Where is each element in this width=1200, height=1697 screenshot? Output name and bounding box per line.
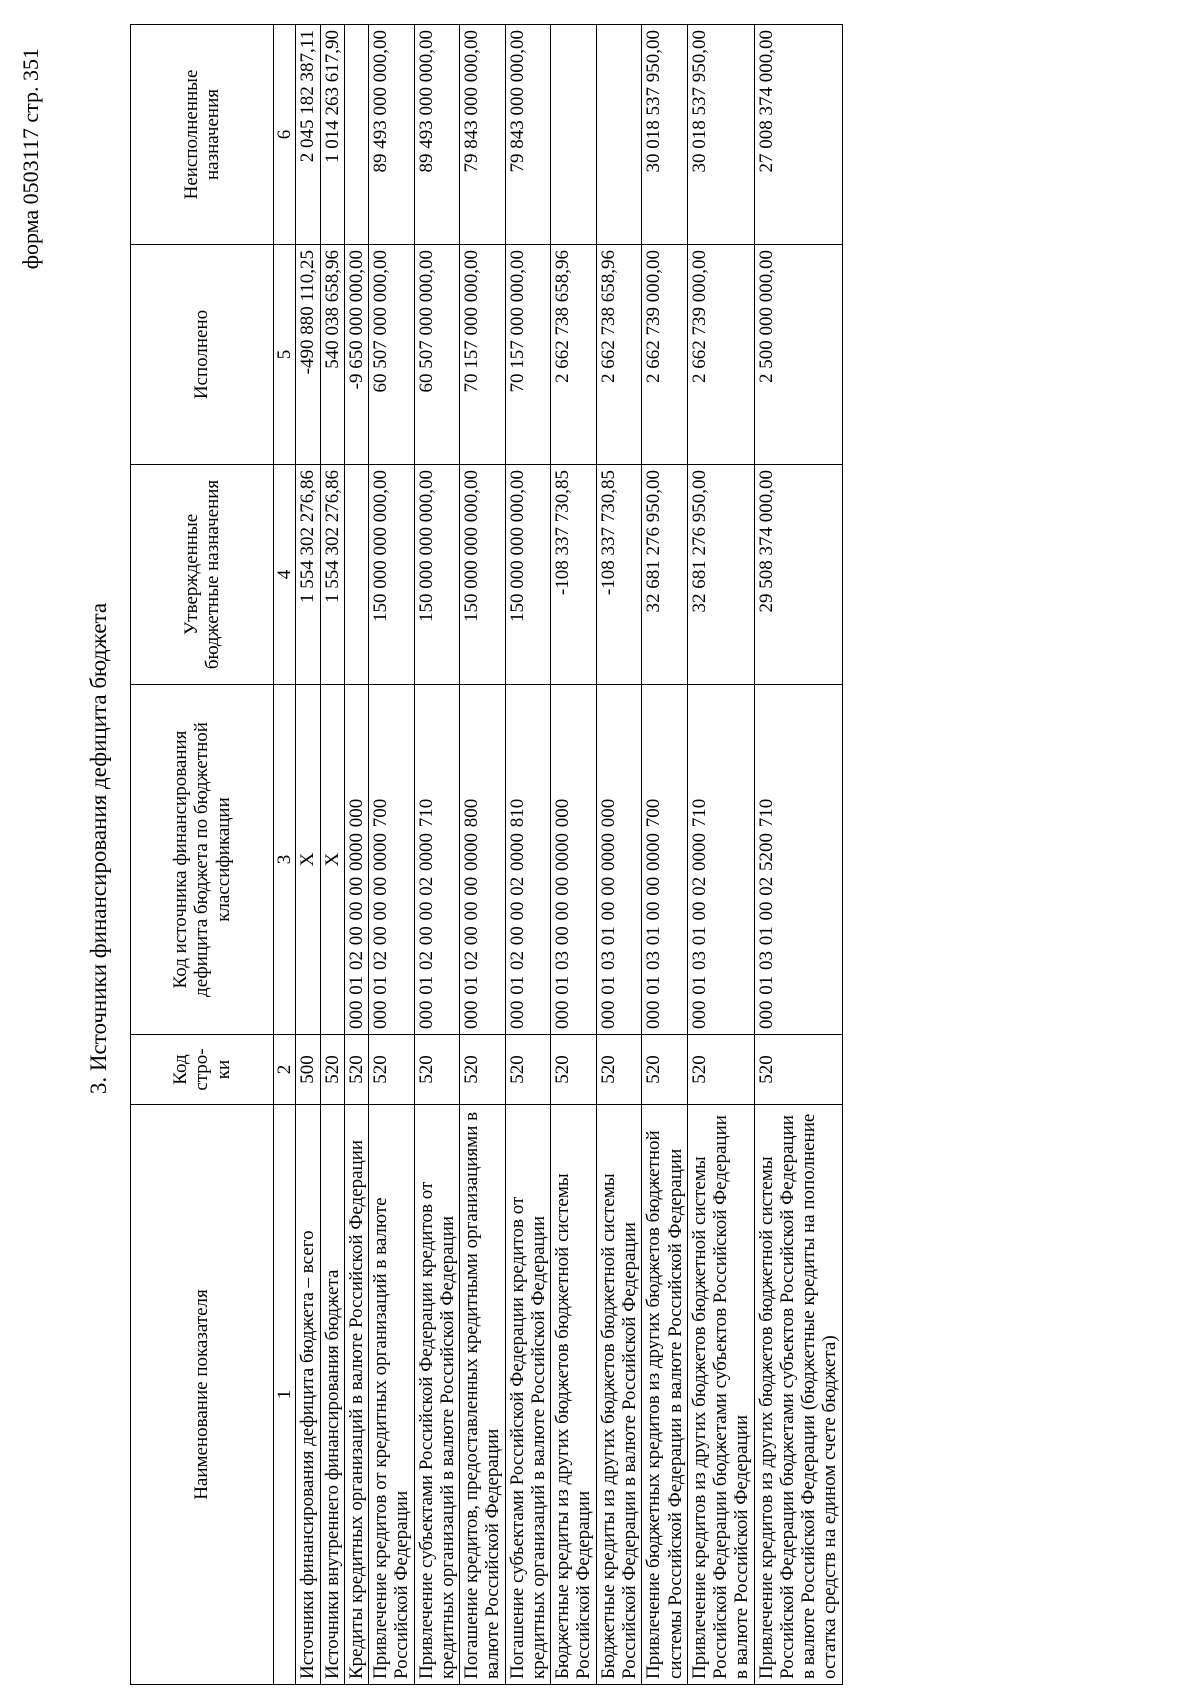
table-row [596, 25, 642, 1685]
cell-line-code: 520 [596, 1035, 642, 1105]
cell-line-code: 520 [369, 1035, 415, 1105]
section-title: 3. Источники финансирования дефицита бюджета [86, 602, 111, 1095]
header-indicator-name: Наименование показателя [131, 1105, 274, 1685]
cell-line-code: 520 [505, 1035, 551, 1105]
cell-unexecuted [344, 25, 368, 245]
cell-line-code: 520 [642, 1035, 688, 1105]
table-row [687, 25, 754, 1685]
cell-unexecuted: 2 045 182 387,11 [296, 25, 320, 245]
cell-indicator-name: Привлечение кредитов от кредитных организаций в валюте Российской Федерации [369, 1105, 415, 1685]
cell-line-code: 520 [460, 1035, 506, 1105]
table-row [414, 25, 460, 1685]
table-row [460, 25, 506, 1685]
cell-unexecuted: 89 493 000 000,00 [369, 25, 415, 245]
cell-source-code: 000 01 03 01 00 00 0000 700 [642, 685, 688, 1035]
cell-approved [344, 465, 368, 685]
table-row [505, 25, 551, 1685]
table-row [296, 25, 320, 1685]
cell-indicator-name: Привлечение субъектами Российской Федерации кредитов от кредитных организаций в валюте Российской Федерации [414, 1105, 460, 1685]
column-number: 3 [274, 685, 296, 1035]
cell-unexecuted: 79 843 000 000,00 [460, 25, 506, 245]
cell-approved: -108 337 730,85 [596, 465, 642, 685]
cell-unexecuted: 79 843 000 000,00 [505, 25, 551, 245]
cell-source-code: 000 01 03 01 00 00 0000 000 [596, 685, 642, 1035]
header-executed: Исполнено [131, 245, 274, 465]
column-number: 4 [274, 465, 296, 685]
cell-executed: 2 662 739 000,00 [642, 245, 688, 465]
cell-indicator-name: Бюджетные кредиты из других бюджетов бюджетной системы Российской Федерации в валюте Российской Федерации [596, 1105, 642, 1685]
cell-source-code: 000 01 02 00 00 00 0000 000 [344, 685, 368, 1035]
cell-unexecuted: 30 018 537 950,00 [687, 25, 754, 245]
cell-source-code: X [320, 685, 344, 1035]
table-header-row [131, 25, 274, 1685]
cell-executed: 2 662 739 000,00 [687, 245, 754, 465]
cell-approved: 29 508 374 000,00 [754, 465, 842, 685]
header-approved: Утвержденные бюджетные назначения [131, 465, 274, 685]
column-number: 5 [274, 245, 296, 465]
cell-source-code: 000 01 02 00 00 02 0000 810 [505, 685, 551, 1035]
cell-source-code: 000 01 02 00 00 00 0000 800 [460, 685, 506, 1035]
cell-approved: 32 681 276 950,00 [642, 465, 688, 685]
cell-approved: -108 337 730,85 [551, 465, 597, 685]
cell-line-code: 520 [754, 1035, 842, 1105]
cell-executed: 2 500 000 000,00 [754, 245, 842, 465]
financing-sources-table [130, 24, 843, 1685]
cell-indicator-name: Привлечение кредитов из других бюджетов бюджетной системы Российской Федерации бюджетами субъектов Российской Федерации в валюте Российской Федерации [687, 1105, 754, 1685]
column-number-row [274, 25, 296, 1685]
header-unexecuted: Неисполненные назначения [131, 25, 274, 245]
cell-indicator-name: Погашение кредитов, предоставленных кредитными организациями в валюте Российской Федерации [460, 1105, 506, 1685]
cell-approved: 150 000 000 000,00 [505, 465, 551, 685]
header-line-code: Код стро-ки [131, 1035, 274, 1105]
cell-executed: 2 662 738 658,96 [551, 245, 597, 465]
column-number: 2 [274, 1035, 296, 1105]
table-row [551, 25, 597, 1685]
cell-line-code: 520 [344, 1035, 368, 1105]
cell-line-code: 500 [296, 1035, 320, 1105]
cell-approved: 150 000 000 000,00 [414, 465, 460, 685]
cell-source-code: X [296, 685, 320, 1035]
cell-executed: 70 157 000 000,00 [460, 245, 506, 465]
column-number: 1 [274, 1105, 296, 1685]
cell-indicator-name: Источники внутреннего финансирования бюджета [320, 1105, 344, 1685]
cell-executed: 60 507 000 000,00 [369, 245, 415, 465]
cell-unexecuted: 27 008 374 000,00 [754, 25, 842, 245]
cell-indicator-name: Бюджетные кредиты из других бюджетов бюджетной системы Российской Федерации [551, 1105, 597, 1685]
table-row [344, 25, 368, 1685]
cell-approved: 1 554 302 276,86 [296, 465, 320, 685]
cell-line-code: 520 [687, 1035, 754, 1105]
table-row [320, 25, 344, 1685]
column-number: 6 [274, 25, 296, 245]
cell-line-code: 520 [551, 1035, 597, 1105]
table-row [754, 25, 842, 1685]
cell-unexecuted [596, 25, 642, 245]
cell-indicator-name: Погашение субъектами Российской Федерации кредитов от кредитных организаций в валюте Российской Федерации [505, 1105, 551, 1685]
cell-approved: 150 000 000 000,00 [460, 465, 506, 685]
cell-approved: 32 681 276 950,00 [687, 465, 754, 685]
table-row [642, 25, 688, 1685]
cell-unexecuted: 30 018 537 950,00 [642, 25, 688, 245]
cell-indicator-name: Кредиты кредитных организаций в валюте Российской Федерации [344, 1105, 368, 1685]
cell-source-code: 000 01 02 00 00 02 0000 710 [414, 685, 460, 1035]
cell-unexecuted: 1 014 263 617,90 [320, 25, 344, 245]
cell-unexecuted [551, 25, 597, 245]
cell-line-code: 520 [414, 1035, 460, 1105]
header-source-code: Код источника финансирования дефицита бюджета по бюджетной классификации [131, 685, 274, 1035]
cell-executed: -490 880 110,25 [296, 245, 320, 465]
cell-source-code: 000 01 02 00 00 00 0000 700 [369, 685, 415, 1035]
cell-approved: 1 554 302 276,86 [320, 465, 344, 685]
cell-source-code: 000 01 03 01 00 02 5200 710 [754, 685, 842, 1035]
cell-executed: 540 038 658,96 [320, 245, 344, 465]
cell-unexecuted: 89 493 000 000,00 [414, 25, 460, 245]
cell-line-code: 520 [320, 1035, 344, 1105]
cell-source-code: 000 01 03 01 00 02 0000 710 [687, 685, 754, 1035]
cell-executed: 2 662 738 658,96 [596, 245, 642, 465]
cell-executed: -9 650 000 000,00 [344, 245, 368, 465]
cell-source-code: 000 01 03 00 00 00 0000 000 [551, 685, 597, 1035]
table-row [369, 25, 415, 1685]
cell-indicator-name: Привлечение бюджетных кредитов из других бюджетов бюджетной системы Российской Федерации в валюте Российской Федерации [642, 1105, 688, 1685]
cell-executed: 70 157 000 000,00 [505, 245, 551, 465]
cell-approved: 150 000 000 000,00 [369, 465, 415, 685]
form-reference: форма 0503117 стр. 351 [18, 48, 43, 270]
cell-indicator-name: Привлечение кредитов из других бюджетов бюджетной системы Российской Федерации бюджетами субъектов Российской Федерации в валюте Российской Федерации (бюджетные кредиты на пополнение остатка средств на едином счете бюджета) [754, 1105, 842, 1685]
table-body [296, 25, 842, 1685]
cell-indicator-name: Источники финансирования дефицита бюджета – всего [296, 1105, 320, 1685]
cell-executed: 60 507 000 000,00 [414, 245, 460, 465]
